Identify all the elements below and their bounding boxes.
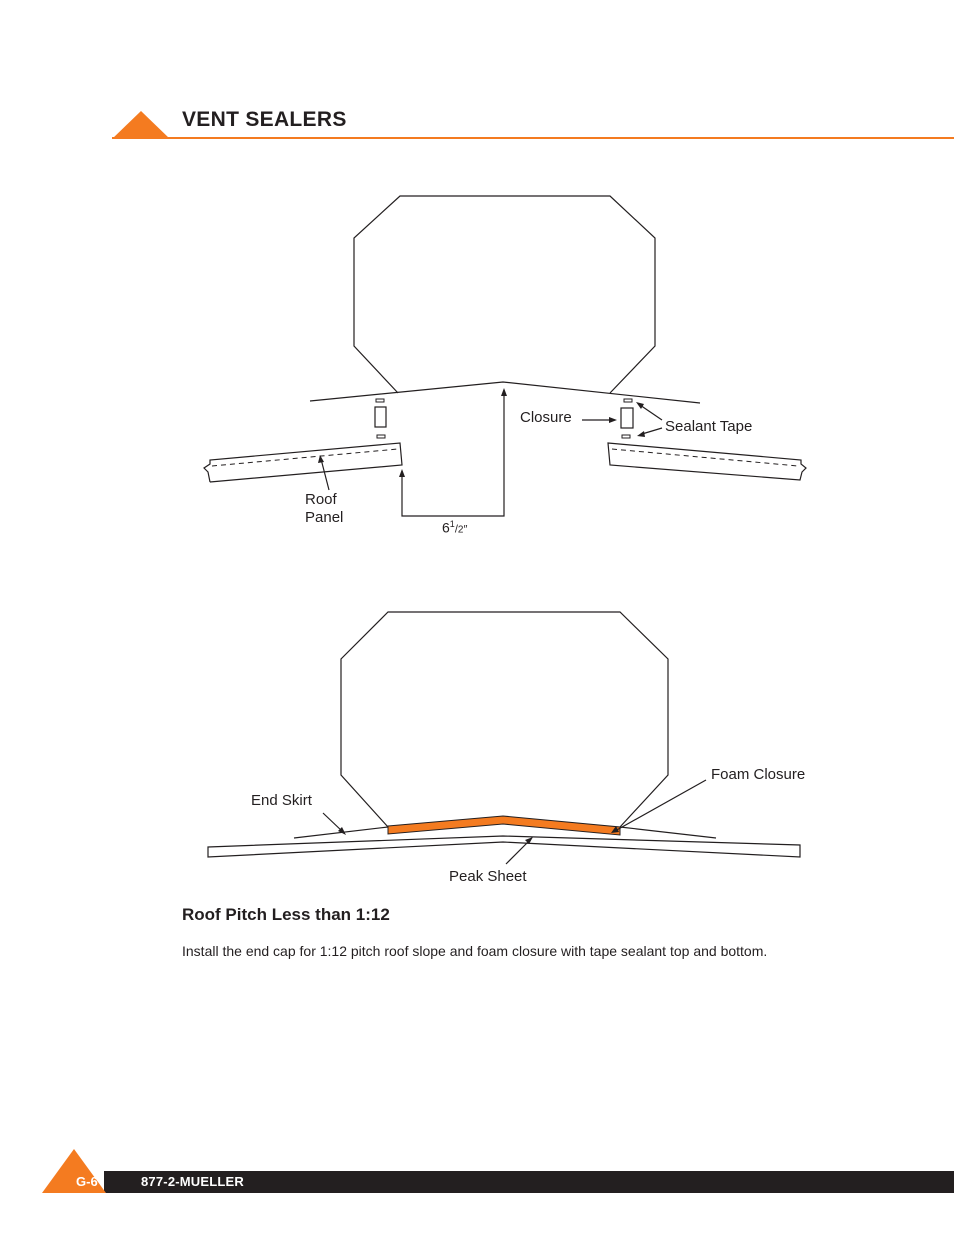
top-diagram bbox=[204, 196, 806, 516]
foam-closure bbox=[388, 816, 620, 835]
sealant-tape-leader-bottom bbox=[642, 428, 662, 434]
dimension-denominator: 2 bbox=[457, 524, 464, 536]
roof-panel-label-line2: Panel bbox=[305, 509, 344, 526]
sealant-tape-label: Sealant Tape bbox=[665, 418, 753, 435]
roof-panel-label-line1: Roof bbox=[305, 491, 337, 508]
sealant-tape-left-top bbox=[376, 399, 384, 402]
peak-sheet-label: Peak Sheet bbox=[449, 868, 527, 885]
dimension-arrow-left bbox=[399, 469, 405, 477]
bottom-diagram bbox=[208, 612, 800, 864]
peak-sheet bbox=[208, 836, 800, 857]
section-heading: Roof Pitch Less than 1:12 bbox=[182, 905, 390, 924]
end-skirt-label: End Skirt bbox=[251, 792, 312, 809]
sealant-tape-right-bottom bbox=[622, 435, 630, 438]
footer-page-number: G-6 bbox=[76, 1174, 98, 1189]
vent-cap-outline-bottom bbox=[341, 612, 668, 827]
dimension-unit: ″ bbox=[463, 523, 468, 536]
dimension-numerator: 1 bbox=[449, 519, 455, 529]
page-title: VENT SEALERS bbox=[182, 108, 347, 131]
footer-phone: 877-2-MUELLER bbox=[141, 1174, 245, 1189]
roof-panel-leader bbox=[321, 459, 329, 490]
dimension-line bbox=[402, 390, 504, 516]
closure-right bbox=[621, 408, 633, 428]
roof-panel-left bbox=[204, 443, 402, 482]
peak-sheet-leader bbox=[506, 840, 530, 864]
foam-closure-leader bbox=[615, 780, 706, 831]
dimension-label: $6^1/2''$ bbox=[442, 519, 468, 536]
sealant-tape-right-top bbox=[624, 399, 632, 402]
dimension-whole: 6 bbox=[442, 519, 450, 536]
vent-cap-outline-top bbox=[354, 196, 655, 393]
dimension-arrow-right bbox=[501, 388, 507, 396]
end-skirt-right bbox=[620, 827, 716, 838]
section-body: Install the end cap for 1:12 pitch roof slope and foam closure with tape sealant top and bottom. bbox=[182, 943, 768, 959]
foam-closure-label: Foam Closure bbox=[711, 766, 806, 783]
roof-panel-right bbox=[608, 443, 806, 480]
sealant-tape-leader-top bbox=[640, 405, 662, 420]
closure-label: Closure bbox=[520, 409, 572, 426]
sealant-tape-left-bottom bbox=[377, 435, 385, 438]
closure-left bbox=[375, 407, 386, 427]
